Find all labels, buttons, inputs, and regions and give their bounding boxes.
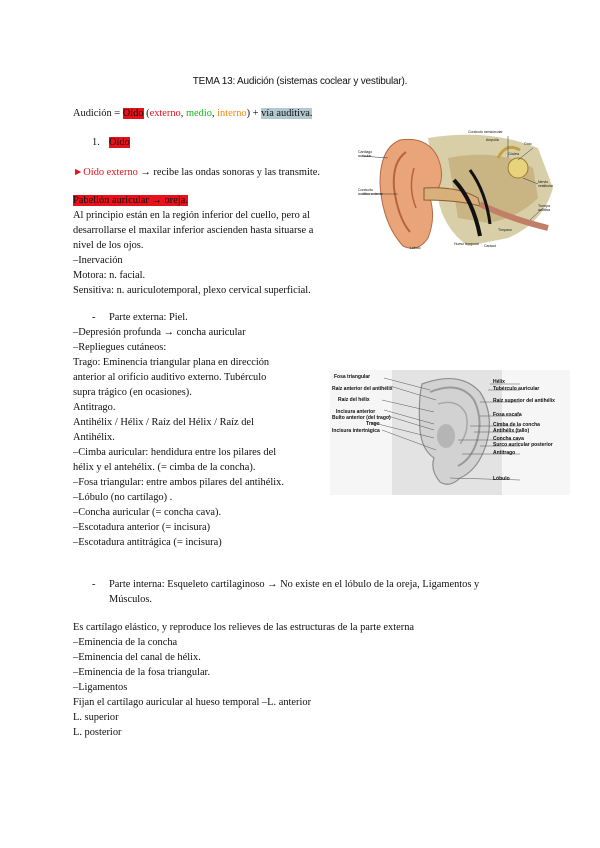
figure2-right-label: Surco auricular posterior — [493, 442, 553, 448]
figure2-right-label: Cimba de la concha — [493, 422, 540, 428]
intro-sep2: , — [211, 108, 218, 119]
figure1-label: Trompa auditiva — [538, 204, 551, 212]
figure2-right-label: Concha cava — [493, 436, 524, 442]
body-line: –Eminencia de la fosa triangular. — [73, 667, 211, 678]
figure1-label: Nervio vestibular — [538, 180, 553, 188]
figure1-label: Cóclea — [508, 152, 519, 156]
triangle-icon: ► — [73, 167, 84, 178]
parte-interna-line2: Músculos. — [109, 594, 153, 605]
figure1-label: Oído — [524, 142, 532, 146]
figure1-label: Conducto auditivo externo — [358, 188, 383, 196]
figure2-right-label: Tubérculo auricular — [493, 386, 540, 392]
figure1-label: Tímpano — [498, 228, 512, 232]
auricle-anatomy-figure — [330, 370, 570, 495]
body-line: nivel de los ojos. — [73, 240, 144, 251]
body-line: –Depresión profunda → concha auricular — [73, 327, 246, 338]
body-line: –Eminencia del canal de hélix. — [73, 652, 201, 663]
body-line: –Ligamentos — [73, 682, 128, 693]
section-number: 1. — [92, 137, 100, 148]
figure2-left-label: Raíz anterior del antihélix — [332, 386, 393, 392]
body-line: Sensitiva: n. auriculotemporal, plexo cervical superficial. — [73, 285, 311, 296]
ear-cross-section-illustration — [358, 128, 560, 256]
body-line: Al principio están en la región inferior del cuello, pero al — [73, 210, 310, 221]
parte-interna-dash: - — [92, 579, 96, 590]
figure2-right-label: Antitrago — [493, 450, 516, 456]
figure2-right-label: Hélix — [493, 379, 505, 385]
oido-externo-rest: → recibe las ondas sonoras y las transmite. — [137, 167, 320, 178]
body-line: supra trágico (en ocasiones). — [73, 387, 192, 398]
figure1-label: Ampolla — [486, 138, 499, 142]
body-line: Es cartílago elástico, y reproduce los relieves de las estructuras de la parte externa — [73, 622, 415, 633]
parte-externa-dash: - — [92, 312, 96, 323]
body-line: –Concha auricular (= concha cava). — [73, 507, 222, 518]
figure1-label: Hueso temporal — [454, 242, 479, 246]
figure1-label: Cartílago auricular — [358, 150, 373, 158]
intro-medio: medio — [185, 108, 212, 119]
intro-via: vía auditiva. — [261, 108, 313, 119]
body-line: Antihélix / Hélix / Raíz del Hélix / Raíz del — [73, 417, 254, 428]
intro-interno: interno — [217, 108, 247, 119]
oido-externo-label: Oído externo — [83, 167, 138, 178]
page-title: TEMA 13: Audición (sistemas coclear y vestibular). — [192, 76, 408, 87]
intro-externo: externo — [149, 108, 181, 119]
oido-externo-line — [73, 165, 320, 180]
body-line: –Lóbulo (no cartílago) . — [73, 492, 173, 503]
body-line: hélix y el antehélix. (= cimba de la concha). — [73, 462, 256, 473]
body-line: anterior al orificio auditivo externo. Tubérculo — [73, 372, 267, 383]
body-line: –Repliegues cutáneos: — [73, 342, 167, 353]
body-line: –Cimba auricular: hendidura entre los pilares del — [73, 447, 277, 458]
figure1-label: Conducto semicircular — [468, 130, 503, 134]
figure2-right-label: Raíz superior del antihélix — [493, 398, 555, 404]
body-line: Trago: Eminencia triangular plana en dirección — [73, 357, 270, 368]
figure2-right-label: Fosa escafa — [493, 412, 522, 418]
intro-close: ) + — [246, 108, 262, 119]
figure1-label: Caracol — [484, 244, 497, 248]
section-heading — [109, 135, 130, 150]
section-label: Oído — [109, 137, 130, 148]
body-line: Fijan el cartílago auricular al hueso temporal –L. anterior — [73, 697, 312, 708]
body-line: desarrollarse el maxilar inferior ascienden hasta situarse a — [73, 225, 314, 236]
intro-oido: Oído — [122, 108, 144, 119]
body-line: L. posterior — [73, 727, 122, 738]
figure2-left-label: Fosa triangular — [334, 374, 371, 380]
body-line: Antitrago. — [73, 402, 116, 413]
intro-prefix: Audición = — [73, 108, 123, 119]
parte-externa-label: Parte externa: Piel. — [109, 312, 188, 323]
figure2-left-label: Raíz del hélix — [338, 397, 370, 403]
body-line: –Inervación — [73, 255, 123, 266]
figure2-left-label: Trago — [366, 421, 380, 427]
body-line: –Fosa triangular: entre ambos pilares del antihélix. — [73, 477, 284, 488]
pabellon-heading: Pabellón auricular → oreja. — [73, 195, 188, 206]
intro-sep1: , — [180, 108, 186, 119]
intro-open: ( — [143, 108, 150, 119]
ear-cross-section-figure — [358, 128, 560, 256]
parte-interna-line1: Parte interna: Esqueleto cartilaginoso → No existe en el lóbulo de la oreja, Ligamentos y — [109, 579, 480, 590]
body-line: –Eminencia de la concha — [73, 637, 178, 648]
body-line: Antihélix. — [73, 432, 115, 443]
body-line: L. superior — [73, 712, 119, 723]
figure2-right-label: Lóbulo — [493, 476, 510, 482]
figure2-left-label: Bulto anterior (del trago) — [332, 415, 391, 421]
body-line: –Escotadura anterior (= incisura) — [73, 522, 211, 533]
body-line: Motora: n. facial. — [73, 270, 146, 281]
intro-line — [73, 106, 312, 121]
figure2-right-label: Antihélix (tallo) — [493, 428, 530, 434]
figure1-label: Lóbulo — [410, 246, 421, 250]
body-line: –Escotadura antitrágica (= incisura) — [73, 537, 222, 548]
figure2-left-label: Incisura anterior — [336, 409, 376, 415]
figure2-left-label: Incisura intertrágica — [332, 428, 380, 434]
pabellon-line — [73, 193, 188, 208]
